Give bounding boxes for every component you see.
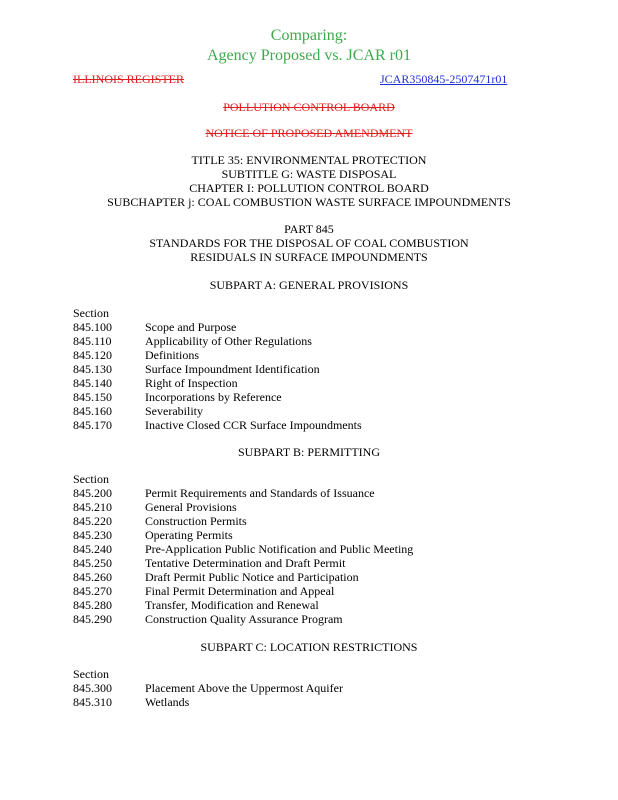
toc-row: [73, 570, 593, 584]
subpart-b-heading: SUBPART B: PERMITTING: [238, 445, 380, 459]
section-number: 845.220: [73, 514, 112, 528]
section-title: Transfer, Modification and Renewal: [145, 598, 319, 612]
section-title: General Provisions: [145, 500, 237, 514]
section-title: Severability: [145, 404, 203, 418]
section-title: Draft Permit Public Notice and Participation: [145, 570, 359, 584]
toc-row: [73, 362, 593, 376]
toc-row: [73, 612, 593, 626]
toc-row: [73, 404, 593, 418]
notice-heading-deleted: NOTICE OF PROPOSED AMENDMENT: [205, 126, 413, 140]
comparison-subtitle: Agency Proposed vs. JCAR r01: [207, 47, 411, 64]
toc-row: [73, 334, 593, 348]
section-title: Inactive Closed CCR Surface Impoundments: [145, 418, 362, 432]
subchapter-heading: SUBCHAPTER j: COAL COMBUSTION WASTE SURFACE IMPOUNDMENTS: [107, 195, 511, 209]
section-number: 845.260: [73, 570, 112, 584]
toc-row: [73, 598, 593, 612]
toc-row: [73, 681, 593, 695]
section-number: 845.120: [73, 348, 112, 362]
section-number: 845.270: [73, 584, 112, 598]
toc-row: [73, 348, 593, 362]
section-title: Construction Permits: [145, 514, 247, 528]
toc-row: [73, 542, 593, 556]
part-title-line-1: STANDARDS FOR THE DISPOSAL OF COAL COMBUSTION: [149, 236, 469, 250]
subpart-c-heading: SUBPART C: LOCATION RESTRICTIONS: [200, 640, 418, 654]
section-title: Incorporations by Reference: [145, 390, 282, 404]
section-number: 845.290: [73, 612, 112, 626]
section-title: Permit Requirements and Standards of Issuance: [145, 486, 375, 500]
section-number: 845.280: [73, 598, 112, 612]
section-title: Final Permit Determination and Appeal: [145, 584, 335, 598]
part-number: PART 845: [284, 222, 334, 236]
section-number: 845.310: [73, 695, 112, 709]
section-label: Section: [73, 306, 109, 320]
jcar-reference-link[interactable]: JCAR350845-2507471r01: [380, 72, 508, 86]
toc-row: [73, 695, 593, 709]
chapter-heading: CHAPTER I: POLLUTION CONTROL BOARD: [189, 181, 429, 195]
toc-row: [73, 418, 593, 432]
section-number: 845.200: [73, 486, 112, 500]
toc-row: [73, 514, 593, 528]
section-number: 845.130: [73, 362, 112, 376]
section-number: 845.230: [73, 528, 112, 542]
title-heading: TITLE 35: ENVIRONMENTAL PROTECTION: [191, 153, 427, 167]
section-title: Right of Inspection: [145, 376, 238, 390]
section-number: 845.100: [73, 320, 112, 334]
toc-row: [73, 500, 593, 514]
section-title: Scope and Purpose: [145, 320, 237, 334]
comparison-title: Comparing:: [270, 27, 348, 44]
section-title: Pre-Application Public Notification and Public Meeting: [145, 542, 414, 556]
section-label: Section: [73, 472, 109, 486]
section-title: Construction Quality Assurance Program: [145, 612, 343, 626]
section-title: Definitions: [145, 348, 199, 362]
section-title: Operating Permits: [145, 528, 233, 542]
toc-row: [73, 376, 593, 390]
section-number: 845.140: [73, 376, 112, 390]
subtitle-heading: SUBTITLE G: WASTE DISPOSAL: [221, 167, 397, 181]
section-label: Section: [73, 667, 109, 681]
toc-row: [73, 486, 593, 500]
section-number: 845.210: [73, 500, 112, 514]
section-number: 845.300: [73, 681, 112, 695]
section-title: Tentative Determination and Draft Permit: [145, 556, 346, 570]
toc-row: [73, 584, 593, 598]
section-title: Wetlands: [145, 695, 190, 709]
subpart-a-heading: SUBPART A: GENERAL PROVISIONS: [209, 278, 409, 292]
toc-row: [73, 528, 593, 542]
part-title-line-2: RESIDUALS IN SURFACE IMPOUNDMENTS: [190, 250, 428, 264]
section-title: Placement Above the Uppermost Aquifer: [145, 681, 343, 695]
section-number: 845.110: [73, 334, 112, 348]
section-title: Applicability of Other Regulations: [145, 334, 312, 348]
toc-row: [73, 556, 593, 570]
toc-row: [73, 320, 593, 334]
section-number: 845.150: [73, 390, 112, 404]
section-number: 845.160: [73, 404, 112, 418]
section-number: 845.250: [73, 556, 112, 570]
section-number: 845.170: [73, 418, 112, 432]
toc-row: [73, 390, 593, 404]
register-header-deleted: ILLINOIS REGISTER: [73, 72, 184, 86]
board-name-deleted: POLLUTION CONTROL BOARD: [223, 100, 395, 114]
section-number: 845.240: [73, 542, 112, 556]
section-title: Surface Impoundment Identification: [145, 362, 320, 376]
